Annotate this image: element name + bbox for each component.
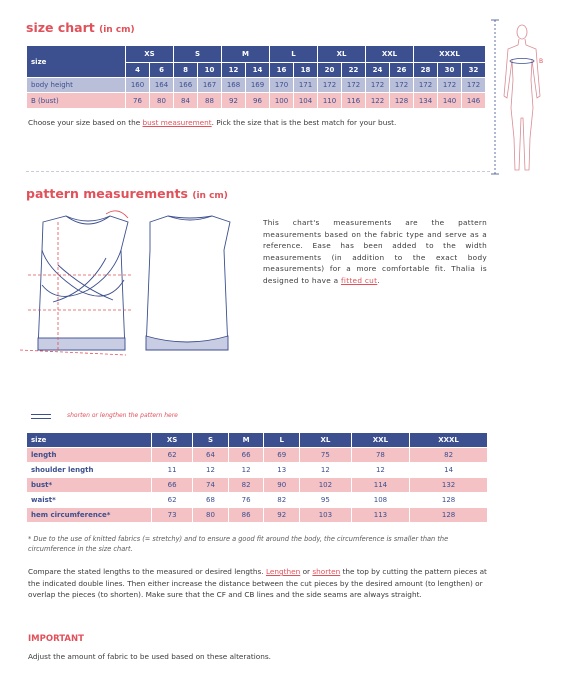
row-label: B (bust) (27, 93, 126, 109)
important-text: Adjust the amount of fabric to be used based on these alterations. (28, 652, 271, 661)
pattern-measurements-table (26, 432, 488, 523)
size-chart-cell: 160 (126, 78, 150, 93)
size-group: XL (318, 46, 366, 63)
size-group: XXL (366, 46, 414, 63)
fitted-cut-link[interactable]: fitted cut (341, 275, 378, 285)
size-group: L (270, 46, 318, 63)
header-cell: XS (152, 433, 193, 448)
table-cell: 68 (193, 493, 229, 508)
table-cell: 13 (264, 463, 300, 478)
woman-figure-icon (504, 25, 540, 170)
size-chart-cell: 76 (126, 93, 150, 109)
table-cell: 14 (410, 463, 488, 478)
numeric-size: 14 (246, 63, 270, 78)
numeric-size: 24 (366, 63, 390, 78)
size-chart-cell: 134 (414, 93, 438, 109)
shorten-link[interactable]: shorten (312, 567, 341, 576)
table-row (27, 448, 488, 463)
front-view-top-icon (38, 216, 128, 350)
table-row (27, 478, 488, 493)
table-cell: 82 (264, 493, 300, 508)
numeric-size: 30 (438, 63, 462, 78)
size-group: XXXL (414, 46, 486, 63)
size-chart-cell: 172 (342, 78, 366, 93)
compare-text: or (300, 567, 313, 576)
header-cell: size (27, 433, 152, 448)
figure-marker-label: B (539, 58, 544, 65)
header-cell: M (228, 433, 264, 448)
size-chart-note (28, 118, 396, 127)
compare-text: the top by cutting the pattern pieces at the indicated double lines. Then either increase the distance between the cut pieces by the desired amount (to lengthen) or overlap the pieces (to shorten). Make sure that the CF and CB lines and the side seams are always straight. (28, 567, 487, 599)
size-chart-cell: 92 (222, 93, 246, 109)
important-heading: IMPORTANT (28, 634, 84, 644)
numeric-size: 18 (294, 63, 318, 78)
size-chart-cell: 116 (342, 93, 366, 109)
table-cell: 69 (264, 448, 300, 463)
size-group: S (174, 46, 222, 63)
size-chart-cell: 172 (390, 78, 414, 93)
size-chart-cell: 96 (246, 93, 270, 109)
size-chart-cell: 170 (270, 78, 294, 93)
pattern-measurements-title (26, 186, 228, 201)
table-cell: 132 (410, 478, 488, 493)
row-label: shoulder length (27, 463, 152, 478)
table-cell: 73 (152, 508, 193, 523)
table-cell: 12 (300, 463, 352, 478)
row-label: hem circumference* (27, 508, 152, 523)
note-text: Choose your size based on the (28, 118, 143, 127)
table-cell: 75 (300, 448, 352, 463)
lengthen-link[interactable]: Lengthen (265, 567, 301, 576)
section-divider (26, 171, 490, 172)
row-label: length (27, 448, 152, 463)
table-cell: 90 (264, 478, 300, 493)
table-cell: 108 (351, 493, 409, 508)
size-chart-cell: 172 (366, 78, 390, 93)
numeric-size: 12 (222, 63, 246, 78)
table-row (27, 493, 488, 508)
header-cell: XXL (351, 433, 409, 448)
size-chart-cell: 110 (318, 93, 342, 109)
table-cell: 82 (410, 448, 488, 463)
numeric-size: 32 (462, 63, 486, 78)
table-cell: 92 (264, 508, 300, 523)
row-label: waist* (27, 493, 152, 508)
size-chart-title-text: size chart (26, 20, 95, 35)
size-chart-cell: 128 (390, 93, 414, 109)
bust-measurement-link[interactable]: bust measurement (142, 118, 212, 127)
size-chart-cell: 140 (438, 93, 462, 109)
table-cell: 66 (152, 478, 193, 493)
table-cell: 12 (351, 463, 409, 478)
size-chart-cell: 172 (414, 78, 438, 93)
table-cell: 74 (193, 478, 229, 493)
numeric-size: 16 (270, 63, 294, 78)
table-cell: 114 (351, 478, 409, 493)
table-cell: 80 (193, 508, 229, 523)
header-cell: S (193, 433, 229, 448)
footnote: * Due to the use of knitted fabrics (= stretchy) and to ensure a good fit around the body, the circumference is smaller than the circumference in the size chart. (28, 535, 449, 553)
numeric-size: 4 (126, 63, 150, 78)
size-chart-cell: 122 (366, 93, 390, 109)
table-cell: 78 (351, 448, 409, 463)
pattern-title-text: pattern measurements (26, 186, 188, 201)
size-chart-cell: 168 (222, 78, 246, 93)
compare-text: Compare the stated lengths to the measured or desired lengths. (28, 567, 266, 576)
size-chart-cell: 104 (294, 93, 318, 109)
bust-row (27, 93, 486, 109)
numeric-size: 6 (150, 63, 174, 78)
size-chart-cell: 171 (294, 78, 318, 93)
legend-text: shorten or lengthen the pattern here (67, 412, 178, 419)
table-cell: 102 (300, 478, 352, 493)
numeric-size: 26 (390, 63, 414, 78)
size-chart-cell: 166 (174, 78, 198, 93)
size-chart-cell: 84 (174, 93, 198, 109)
table-row (27, 508, 488, 523)
pattern-unit: (in cm) (192, 191, 228, 201)
size-chart-unit: (in cm) (99, 25, 135, 35)
table-cell: 103 (300, 508, 352, 523)
size-chart-cell: 164 (150, 78, 174, 93)
size-chart-title (26, 20, 135, 35)
table-cell: 76 (228, 493, 264, 508)
numeric-size: 10 (198, 63, 222, 78)
row-label: bust* (27, 478, 152, 493)
header-cell: XXXL (410, 433, 488, 448)
compare-paragraph (28, 566, 492, 601)
table-cell: 95 (300, 493, 352, 508)
size-chart-cell: 88 (198, 93, 222, 109)
size-group: M (222, 46, 270, 63)
description-text: This chart's measurements are the pattern measurements based on the fabric type and serve as a reference. Ease has been added to the width measurements (in addition to the exact body measurements) for a more comfortable fit. Thalia is designed to have a (263, 218, 487, 285)
table-cell: 12 (228, 463, 264, 478)
body-figure-illustration (490, 18, 560, 178)
back-view-top-icon (146, 216, 230, 350)
size-chart-cell: 172 (462, 78, 486, 93)
table-cell: 66 (228, 448, 264, 463)
table-cell: 128 (410, 508, 488, 523)
size-chart-table (26, 45, 486, 109)
size-chart-cell: 172 (438, 78, 462, 93)
table-cell: 64 (193, 448, 229, 463)
table-cell: 82 (228, 478, 264, 493)
pattern-description (263, 217, 487, 286)
table-cell: 62 (152, 493, 193, 508)
double-line-icon (31, 414, 51, 419)
row-label: body height (27, 78, 126, 93)
size-chart-cell: 172 (318, 78, 342, 93)
header-cell: XL (300, 433, 352, 448)
table-cell: 11 (152, 463, 193, 478)
size-chart-cell: 100 (270, 93, 294, 109)
numeric-size: 8 (174, 63, 198, 78)
table-cell: 86 (228, 508, 264, 523)
numeric-size: 28 (414, 63, 438, 78)
numeric-size: 20 (318, 63, 342, 78)
numeric-size: 22 (342, 63, 366, 78)
table-cell: 113 (351, 508, 409, 523)
table-cell: 128 (410, 493, 488, 508)
garment-illustration (18, 210, 248, 365)
table-row (27, 463, 488, 478)
note-text: . Pick the size that is the best match for your bust. (211, 118, 397, 127)
size-chart-cell: 80 (150, 93, 174, 109)
header-cell: L (264, 433, 300, 448)
table-cell: 62 (152, 448, 193, 463)
size-chart-cell: 167 (198, 78, 222, 93)
size-chart-cell: 146 (462, 93, 486, 109)
size-row-label: size (27, 46, 126, 78)
body-height-row (27, 78, 486, 93)
description-text: . (377, 275, 380, 285)
size-chart-cell: 169 (246, 78, 270, 93)
table-cell: 12 (193, 463, 229, 478)
bust-line (510, 59, 534, 64)
size-group: XS (126, 46, 174, 63)
